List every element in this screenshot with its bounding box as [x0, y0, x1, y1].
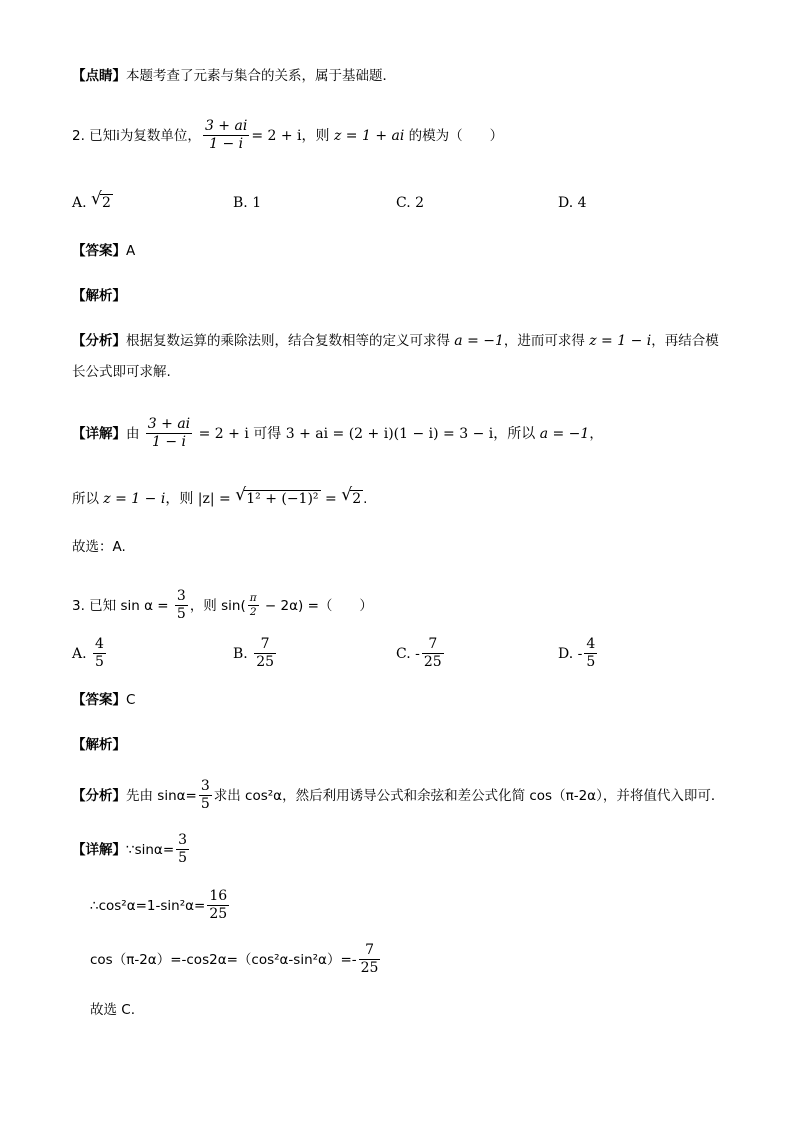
- q2-option-c: [396, 196, 424, 210]
- q3-stem: [72, 588, 373, 624]
- fenxi-tag: 【分析】: [72, 787, 126, 804]
- answer-value: A: [126, 243, 136, 259]
- fenxi-text: ，再结合模: [651, 333, 719, 349]
- xiangjie-math: = 2 + i 可得 3 + ai = (2 + i)(1 − i) = 3 − i，所以: [194, 425, 540, 442]
- q3-step1: [90, 888, 231, 924]
- frac-den: 25: [209, 906, 228, 923]
- fenxi-text: ，进而可求得: [503, 333, 590, 349]
- option-label: A.: [72, 195, 87, 211]
- q3-answer-line: [72, 694, 135, 708]
- step-fraction: [359, 942, 381, 978]
- q3-option-d: [558, 636, 599, 672]
- frac-den: 1 − i: [151, 434, 186, 451]
- option-sign: -: [577, 645, 583, 662]
- q2-option-d: [558, 196, 587, 210]
- radicand: 1² + (−1)²: [246, 491, 319, 507]
- q2-post: 的模为（ ）: [404, 127, 504, 144]
- frac-den: 5: [586, 654, 596, 671]
- q2-guxuan: 故选：A.: [72, 539, 126, 555]
- frac-num: 4: [584, 636, 597, 654]
- q3-option-a: [72, 636, 108, 672]
- period: .: [363, 491, 368, 507]
- xiangjie-text: ∵sinα=: [126, 841, 175, 858]
- q3-step2: [90, 942, 382, 978]
- answer-tag: 【答案】: [72, 692, 126, 708]
- xiangjie-tag: 【详解】: [72, 425, 126, 442]
- xiangjie-math: a = −1: [539, 425, 590, 442]
- q3-fraction: [175, 588, 188, 624]
- frac-den: 25: [423, 654, 442, 671]
- q2-pre: 2. 已知i为复数单位，: [72, 127, 201, 144]
- q3-xiangjie-line: [72, 832, 191, 868]
- option-sign: -: [415, 645, 420, 662]
- fenxi-text: 根据复数运算的乘除法则，结合复数相等的定义可求得: [126, 333, 455, 349]
- fenxi-text: 先由 sinα=: [126, 787, 197, 804]
- answer-tag: 【答案】: [72, 243, 126, 259]
- fenxi-text: 求出 cos²α，然后利用诱导公式和余弦和差公式化简 cos（π-2α），并将值代入即可．: [213, 787, 725, 804]
- fenxi-fraction: [199, 778, 212, 814]
- option-fraction: [584, 636, 597, 672]
- q3-pre: 3. 已知 sin α =: [72, 597, 173, 614]
- frac-num: π: [248, 592, 259, 607]
- frac-num: 3: [176, 832, 189, 850]
- frac-num: 3: [175, 588, 188, 606]
- step-fraction: [207, 888, 229, 924]
- step-text: ∴cos²α=1-sin²α=: [90, 897, 206, 914]
- option-label: B.: [233, 645, 248, 662]
- q2-frac-den: 1 − i: [209, 136, 244, 153]
- q2-fraction: [203, 118, 249, 154]
- frac-den: 5: [176, 606, 186, 623]
- sqrt-symbol: √ 2: [91, 189, 111, 211]
- q2-stem: [72, 118, 503, 154]
- frac-num: 7: [254, 636, 276, 654]
- q3-mid: ，则 sin(: [189, 597, 246, 614]
- frac-den: 25: [360, 960, 379, 977]
- dianjing-tag: 【点睛】: [72, 68, 126, 84]
- option-fraction: [254, 636, 276, 672]
- option-value: 1: [252, 195, 262, 211]
- frac-den: 2: [249, 606, 257, 619]
- radicand: 2: [352, 491, 362, 507]
- fenxi-math: z = 1 − i: [589, 333, 652, 349]
- q2-fenxi-line1: [72, 334, 719, 349]
- answer-value: C: [126, 692, 136, 708]
- frac-num: 7: [359, 942, 381, 960]
- dianjing-line: [72, 70, 396, 84]
- q2-mid: = 2 + i，则: [251, 127, 334, 144]
- frac-den: 5: [200, 796, 210, 813]
- q3-jiexi: 【解析】: [72, 737, 126, 753]
- q3-pi-fraction: [248, 592, 259, 620]
- option-label: D.: [558, 645, 574, 662]
- fenxi-math: a = −1: [454, 333, 504, 349]
- q2-option-a: [72, 189, 113, 211]
- sqrt-symbol: √ 2: [341, 485, 362, 507]
- q2-answer-line: [72, 245, 135, 259]
- q2-option-b: [233, 196, 261, 210]
- q2-fenxi-line2: 长公式即可求解.: [72, 364, 171, 380]
- xiangjie-tag: 【详解】: [72, 841, 126, 858]
- q3-option-b: [233, 636, 278, 672]
- q2-xiangjie-line: [72, 416, 603, 452]
- sqrt-symbol: √ 1² + (−1)²: [235, 485, 319, 507]
- xiangjie-fraction: [176, 832, 189, 868]
- option-fraction: [422, 636, 444, 672]
- q3-guxuan: 故选 C.: [90, 1002, 136, 1018]
- option-value: 2: [415, 195, 425, 211]
- modulus-math: z = 1 − i: [103, 491, 166, 507]
- option-label: C.: [396, 645, 411, 662]
- q2-jiexi: 【解析】: [72, 288, 126, 304]
- frac-num: 7: [422, 636, 444, 654]
- option-label: B.: [233, 195, 248, 211]
- frac-den: 5: [95, 654, 104, 671]
- xiangjie-text: 由: [126, 425, 144, 442]
- option-fraction: [93, 636, 106, 672]
- q2-frac-num: 3 + ai: [203, 118, 249, 136]
- dianjing-text: 本题考查了元素与集合的关系，属于基础题．: [126, 68, 396, 84]
- q2-z-expr: z = 1 + ai: [333, 127, 405, 144]
- option-value: 2: [102, 195, 111, 211]
- q3-fenxi-line: [72, 778, 724, 814]
- xiangjie-fraction: [146, 416, 192, 452]
- equals: =: [320, 491, 342, 507]
- frac-den: 5: [178, 850, 188, 867]
- frac-num: 3: [199, 778, 212, 796]
- option-label: D.: [558, 195, 574, 211]
- q3-option-c: [396, 636, 446, 672]
- frac-den: 25: [256, 654, 275, 671]
- option-value: 4: [577, 195, 587, 211]
- option-label: A.: [72, 645, 87, 662]
- option-label: C.: [396, 195, 411, 211]
- xiangjie-text: ，: [589, 425, 603, 442]
- q3-post: − 2α) =（ ）: [260, 597, 373, 614]
- frac-num: 4: [93, 636, 106, 654]
- step-text: cos（π-2α）=-cos2α=（cos²α-sin²α）=-: [90, 951, 357, 968]
- q2-modulus-line: [72, 485, 368, 507]
- modulus-math: ，则 |z| =: [165, 491, 236, 507]
- frac-num: 16: [207, 888, 229, 906]
- fenxi-tag: 【分析】: [72, 333, 126, 349]
- modulus-text: 所以: [72, 491, 104, 507]
- frac-num: 3 + ai: [146, 416, 192, 434]
